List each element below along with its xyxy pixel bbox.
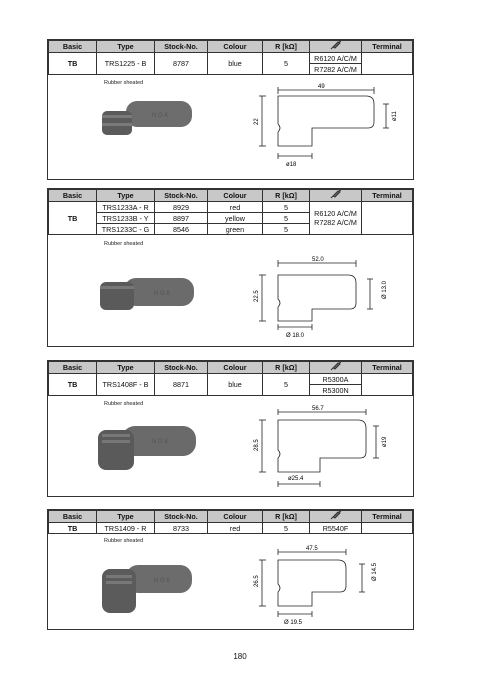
header-stock: Stock-No. <box>155 362 208 374</box>
plug-cell <box>310 202 362 235</box>
header-stock: Stock-No. <box>155 41 208 53</box>
header-resistance: R [kΩ] <box>263 190 310 202</box>
plug-cell: R5300A <box>310 374 362 385</box>
page-number: 180 <box>233 652 247 661</box>
header-terminal: Terminal <box>362 362 413 374</box>
rubber-cap-photo <box>98 93 198 138</box>
header-type: Type <box>97 362 155 374</box>
dim-height: 26.5 <box>254 575 260 587</box>
stock-cell: 8733 <box>155 523 208 534</box>
header-terminal: Terminal <box>362 511 413 523</box>
plug-cell: R7282 A/C/M <box>310 64 362 75</box>
resistance-cell: 5 <box>263 202 310 213</box>
svg-text:N G K: N G K <box>154 578 171 584</box>
colour-cell: red <box>208 202 263 213</box>
dim-dia-bottom: Ø 18.0 <box>286 333 305 339</box>
spec-table-1 <box>48 40 413 75</box>
dim-length: 47.5 <box>306 546 318 552</box>
stock-cell: 8929 <box>155 202 208 213</box>
resistance-cell: 5 <box>263 213 310 224</box>
spark-plug-icon <box>310 41 362 53</box>
dim-dia-top: Ø 14.5 <box>372 562 378 581</box>
resistance-cell: 5 <box>263 523 310 534</box>
dim-dia-top: ø19 <box>382 436 388 447</box>
resistance-cell: 5 <box>263 224 310 235</box>
basic-cell: TB <box>49 374 97 396</box>
type-cell: TRS1233A - R <box>97 202 155 213</box>
dim-length: 56.7 <box>312 406 324 412</box>
dim-dia-bottom: ø25.4 <box>288 476 304 482</box>
header-stock: Stock-No. <box>155 511 208 523</box>
plug-cell: R5540F <box>310 523 362 534</box>
dimension-drawing <box>248 255 398 345</box>
stock-cell: 8897 <box>155 213 208 224</box>
header-colour: Colour <box>208 190 263 202</box>
rubber-cap-photo <box>98 270 198 320</box>
plug-cell: R6120 A/C/M <box>310 53 362 64</box>
header-colour: Colour <box>208 511 263 523</box>
spec-table-2 <box>48 189 413 235</box>
header-basic: Basic <box>49 41 97 53</box>
basic-cell: TB <box>49 53 97 75</box>
type-cell: TRS1225 - B <box>97 53 155 75</box>
spark-plug-icon <box>310 511 362 523</box>
header-resistance: R [kΩ] <box>263 511 310 523</box>
basic-cell: TB <box>49 523 97 534</box>
header-type: Type <box>97 190 155 202</box>
dimension-drawing <box>248 540 398 630</box>
caption: Rubber sheated <box>104 401 144 407</box>
dim-length: 52.0 <box>312 257 324 263</box>
header-basic: Basic <box>49 511 97 523</box>
spec-table-4 <box>48 510 413 534</box>
dimension-drawing <box>248 82 398 172</box>
plug-line: R6120 A/C/M <box>314 209 357 218</box>
dim-length: 49 <box>318 84 325 90</box>
header-basic: Basic <box>49 362 97 374</box>
dim-height: 22 <box>254 118 260 125</box>
header-type: Type <box>97 41 155 53</box>
stock-cell: 8787 <box>155 53 208 75</box>
stock-cell: 8546 <box>155 224 208 235</box>
svg-text:N G K: N G K <box>152 439 169 445</box>
spec-table-3 <box>48 361 413 396</box>
dim-dia-bottom: Ø 19.5 <box>284 620 303 626</box>
terminal-cell <box>362 53 413 75</box>
basic-cell: TB <box>49 202 97 235</box>
svg-text:N G K: N G K <box>154 291 171 297</box>
header-resistance: R [kΩ] <box>263 41 310 53</box>
plug-cell: R5300N <box>310 385 362 396</box>
dim-dia-bottom: ø18 <box>286 162 297 168</box>
resistance-cell: 5 <box>263 53 310 75</box>
type-cell: TRS1408F - B <box>97 374 155 396</box>
type-cell: TRS1233B - Y <box>97 213 155 224</box>
plug-line: R7282 A/C/M <box>314 218 357 227</box>
caption: Rubber sheated <box>104 241 144 247</box>
caption: Rubber sheated <box>104 538 144 544</box>
spark-plug-icon <box>310 190 362 202</box>
header-terminal: Terminal <box>362 41 413 53</box>
header-resistance: R [kΩ] <box>263 362 310 374</box>
spark-plug-icon <box>310 362 362 374</box>
header-colour: Colour <box>208 362 263 374</box>
colour-cell: red <box>208 523 263 534</box>
rubber-cap-photo <box>98 557 198 617</box>
caption: Rubber sheated <box>104 80 144 86</box>
terminal-cell <box>362 202 413 235</box>
terminal-cell <box>362 523 413 534</box>
dim-height: 22.5 <box>254 290 260 302</box>
header-stock: Stock-No. <box>155 190 208 202</box>
resistance-cell: 5 <box>263 374 310 396</box>
colour-cell: green <box>208 224 263 235</box>
header-colour: Colour <box>208 41 263 53</box>
type-cell: TRS1409 - R <box>97 523 155 534</box>
colour-cell: blue <box>208 374 263 396</box>
svg-text:N G K: N G K <box>152 113 169 119</box>
type-cell: TRS1233C - G <box>97 224 155 235</box>
dimension-drawing <box>248 402 398 492</box>
colour-cell: blue <box>208 53 263 75</box>
terminal-cell <box>362 374 413 396</box>
header-terminal: Terminal <box>362 190 413 202</box>
header-type: Type <box>97 511 155 523</box>
dim-dia-top: ø11 <box>392 111 398 121</box>
stock-cell: 8871 <box>155 374 208 396</box>
dim-dia-top: Ø 13.0 <box>382 280 388 299</box>
colour-cell: yellow <box>208 213 263 224</box>
header-basic: Basic <box>49 190 97 202</box>
rubber-cap-photo <box>92 416 202 476</box>
dim-height: 28.5 <box>254 439 260 451</box>
